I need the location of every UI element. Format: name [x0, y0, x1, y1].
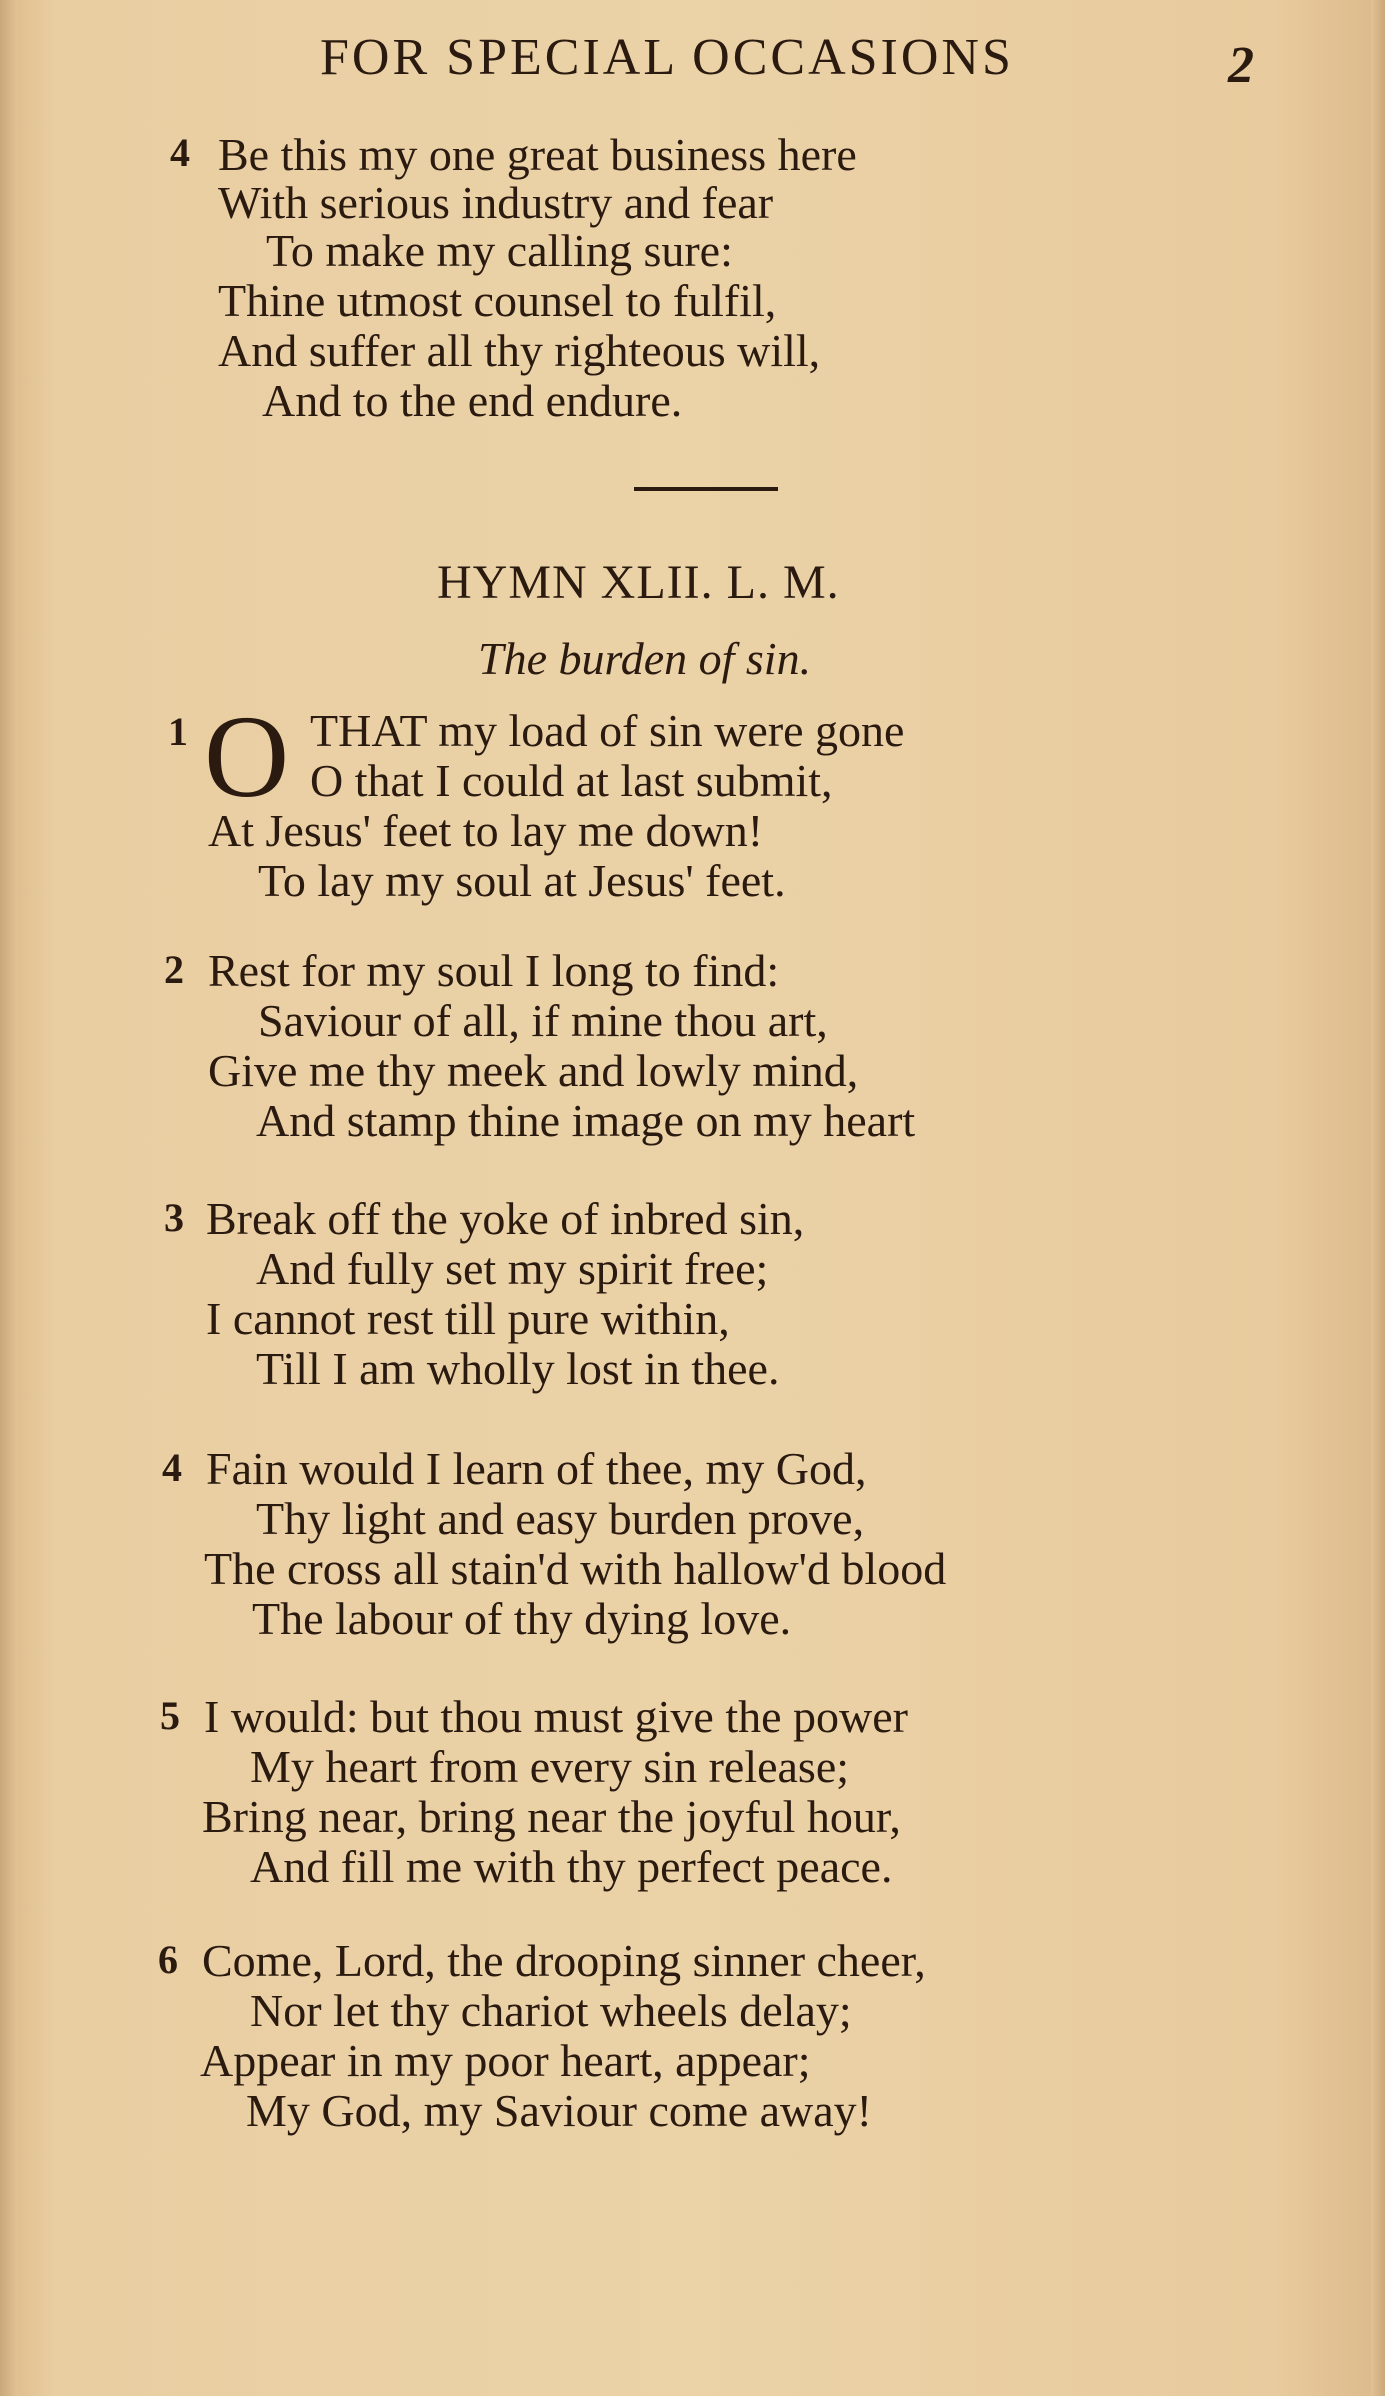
verse-number: 6: [158, 1937, 178, 1982]
verse-line: Thine utmost counsel to fulfil,: [218, 275, 777, 326]
page-gutter-left: [0, 0, 18, 2396]
hymn-subtitle: The burden of sin.: [478, 633, 812, 684]
verse-line: And stamp thine image on my heart: [256, 1095, 916, 1146]
verse-line: O that I could at last submit,: [310, 755, 833, 806]
verse-number: 5: [160, 1693, 180, 1738]
verse-line: To make my calling sure:: [266, 225, 733, 276]
verse-line: At Jesus' feet to lay me down!: [208, 805, 764, 856]
verse-line: Rest for my soul I long to find:: [208, 945, 780, 996]
verse-line: To lay my soul at Jesus' feet.: [258, 855, 786, 906]
verse-line: And fully set my spirit free;: [256, 1243, 769, 1294]
verse-number: 4: [170, 130, 190, 175]
verse-line: With serious industry and fear: [218, 177, 774, 228]
verse-line: Give me thy meek and lowly mind,: [208, 1045, 859, 1096]
verse-line: I would: but thou must give the power: [204, 1691, 908, 1742]
drop-cap: O: [204, 691, 290, 822]
verse-line: And fill me with thy perfect peace.: [250, 1841, 893, 1892]
verse-line: Till I am wholly lost in thee.: [256, 1343, 780, 1394]
verse-number: 2: [164, 947, 184, 992]
page-edge-right: [1371, 0, 1385, 2396]
verse-line: Come, Lord, the drooping sinner cheer,: [202, 1935, 926, 1986]
verse-line: I cannot rest till pure within,: [206, 1293, 730, 1344]
verse-number: 3: [164, 1195, 184, 1240]
running-header: FOR SPECIAL OCCASIONS: [320, 29, 1014, 86]
verse-line: Thy light and easy burden prove,: [256, 1493, 865, 1544]
verse-line: Nor let thy chariot wheels delay;: [250, 1985, 852, 2036]
page-number: 2: [1228, 37, 1254, 94]
verse-line: The labour of thy dying love.: [252, 1593, 792, 1644]
verse-line: Break off the yoke of inbred sin,: [206, 1193, 805, 1244]
verse-line: Bring near, bring near the joyful hour,: [202, 1791, 901, 1842]
hymn-title: HYMN XLII. L. M.: [437, 556, 840, 609]
section-divider: [634, 487, 778, 491]
verse-line: Saviour of all, if mine thou art,: [258, 995, 828, 1046]
verse-line: The cross all stain'd with hallow'd blood: [204, 1543, 947, 1594]
verse-number: 1: [168, 709, 188, 754]
verse-line: And to the end endure.: [262, 375, 683, 426]
verse-line: My heart from every sin release;: [250, 1741, 850, 1792]
verse-line: And suffer all thy righteous will,: [218, 325, 821, 376]
verse-line: Be this my one great business here: [218, 129, 857, 180]
verse-line: THAT my load of sin were gone: [310, 705, 905, 756]
verse-line: Fain would I learn of thee, my God,: [206, 1443, 867, 1494]
verse-line: My God, my Saviour come away!: [246, 2085, 872, 2136]
verse-line: Appear in my poor heart, appear;: [200, 2035, 811, 2086]
verse-number: 4: [162, 1445, 182, 1490]
